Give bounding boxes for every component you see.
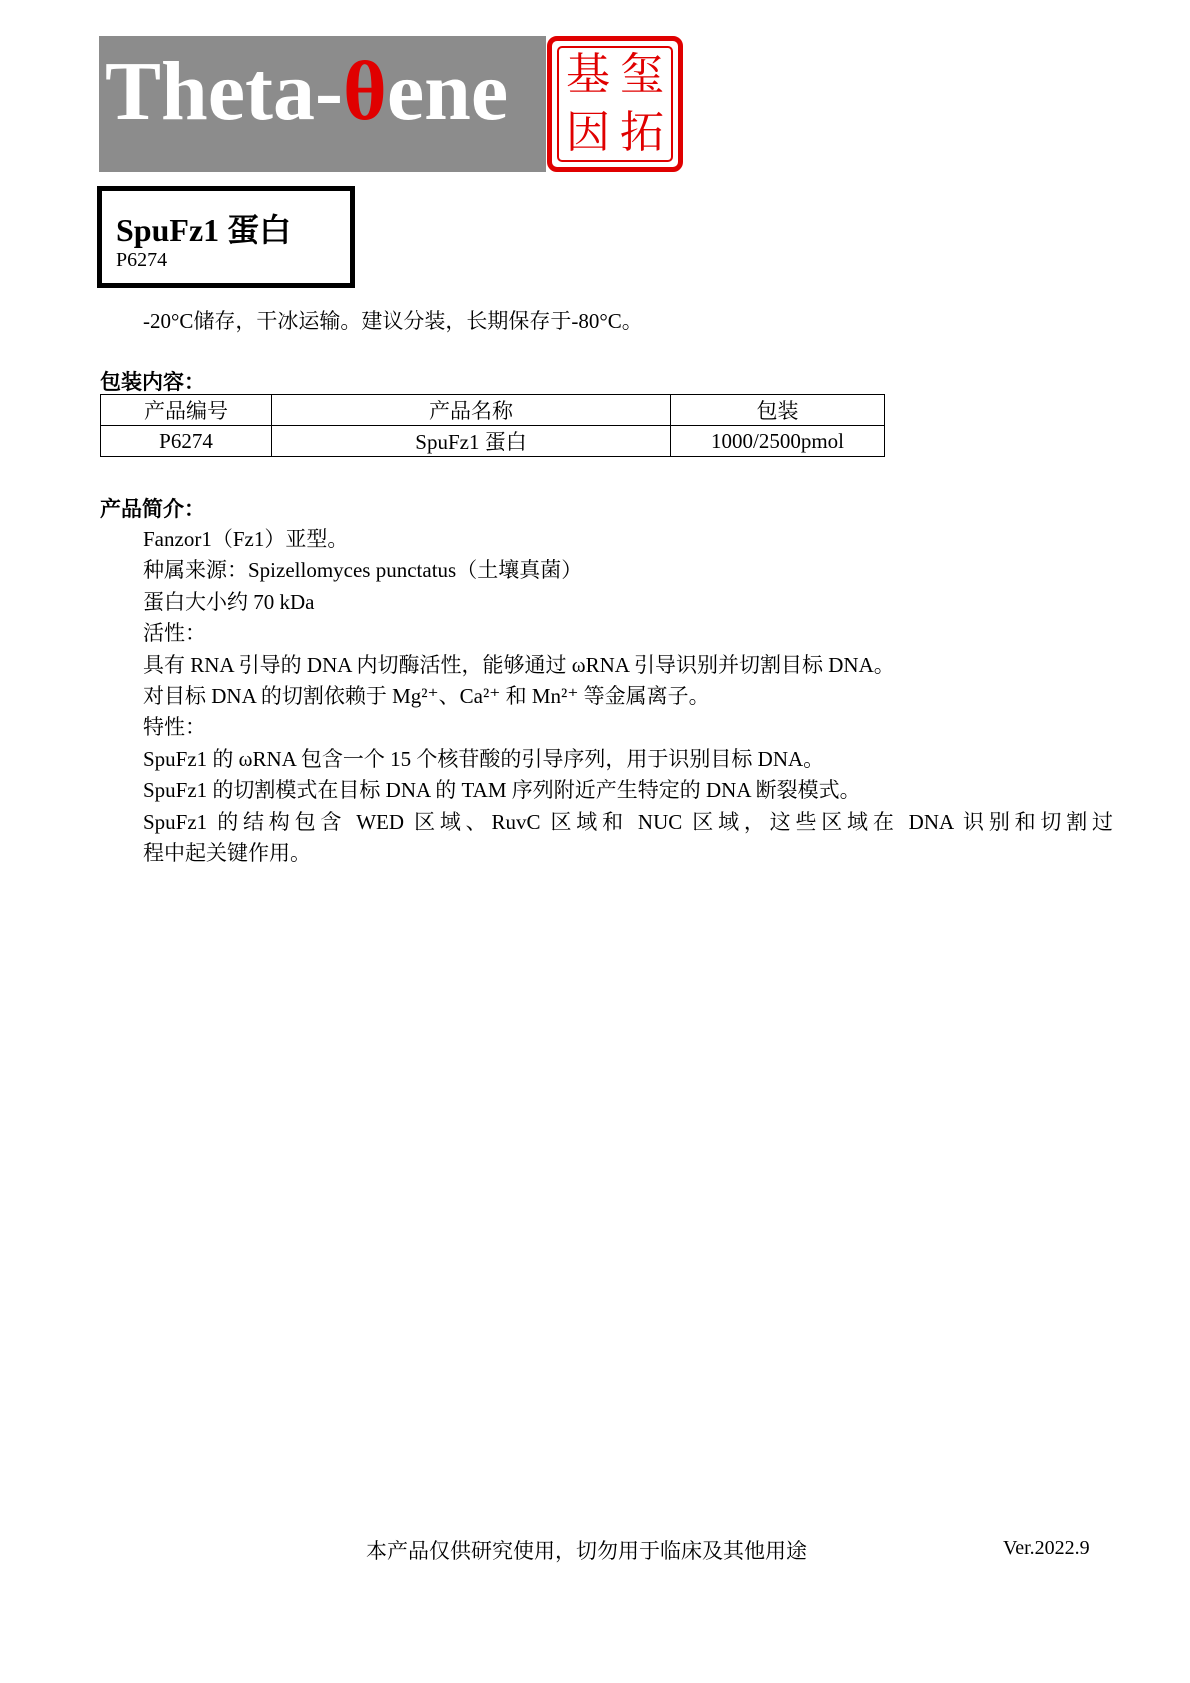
company-seal-logo xyxy=(547,36,683,172)
cell-name: SpuFz1 蛋白 xyxy=(272,426,671,457)
logo-text-start: Theta- xyxy=(105,45,343,138)
footer-disclaimer: 本产品仅供研究使用，切勿用于临床及其他用途 xyxy=(366,1539,807,1563)
logo-text-end: ene xyxy=(386,45,509,138)
intro-heading: 产品简介： xyxy=(100,497,205,521)
storage-note: -20°C储存，干冰运输。建议分装，长期保存于-80°C。 xyxy=(143,309,643,333)
intro-line: 活性： xyxy=(143,621,206,646)
package-heading: 包装内容： xyxy=(100,370,205,394)
intro-line: SpuFz1 的 ωRNA 包含一个 15 个核苷酸的引导序列，用于识别目标 DNA。 xyxy=(143,746,825,771)
package-table xyxy=(100,394,885,457)
table-row xyxy=(101,426,885,457)
header-cell-code: 产品编号 xyxy=(101,395,272,426)
version-label: Ver.2022.9 xyxy=(1003,1537,1090,1559)
intro-body xyxy=(143,524,1113,869)
header-cell-package: 包装 xyxy=(671,395,885,426)
header-cell-name: 产品名称 xyxy=(272,395,671,426)
seal-char-2: 玺 xyxy=(620,49,664,100)
intro-line: 种属来源：Spizellomyces punctatus（土壤真菌） xyxy=(143,558,583,583)
intro-line: 特性： xyxy=(143,715,206,740)
intro-line: SpuFz1 的结构包含 WED 区域、RuvC 区域和 NUC 区域，这些区域在 DNA 识别和切割过 xyxy=(143,809,1113,834)
seal-char-1: 基 xyxy=(566,49,610,100)
seal-char-4: 拓 xyxy=(620,107,664,158)
intro-line: 程中起关键作用。 xyxy=(143,841,311,866)
package-table-header-row xyxy=(101,395,885,426)
product-title-box xyxy=(97,186,355,288)
intro-line: Fanzor1（Fz1）亚型。 xyxy=(143,527,349,551)
seal-char-3: 因 xyxy=(566,107,610,158)
intro-line: 具有 RNA 引导的 DNA 内切酶活性，能够通过 ωRNA 引导识别并切割目标 DNA。 xyxy=(143,652,895,677)
product-code: P6274 xyxy=(116,249,168,271)
intro-line: 对目标 DNA 的切割依赖于 Mg²⁺、Ca²⁺ 和 Mn²⁺ 等金属离子。 xyxy=(143,684,710,709)
cell-package: 1000/2500pmol xyxy=(671,426,885,457)
intro-line: SpuFz1 的切割模式在目标 DNA 的 TAM 序列附近产生特定的 DNA 断裂模式。 xyxy=(143,778,861,803)
logo-theta-glyph: θ xyxy=(342,45,387,138)
logo-banner xyxy=(99,36,546,172)
intro-line: 蛋白大小约 70 kDa xyxy=(143,589,315,614)
product-title: SpuFz1 蛋白 xyxy=(116,212,292,248)
logo-wordmark xyxy=(105,45,509,138)
cell-code: P6274 xyxy=(101,426,272,457)
